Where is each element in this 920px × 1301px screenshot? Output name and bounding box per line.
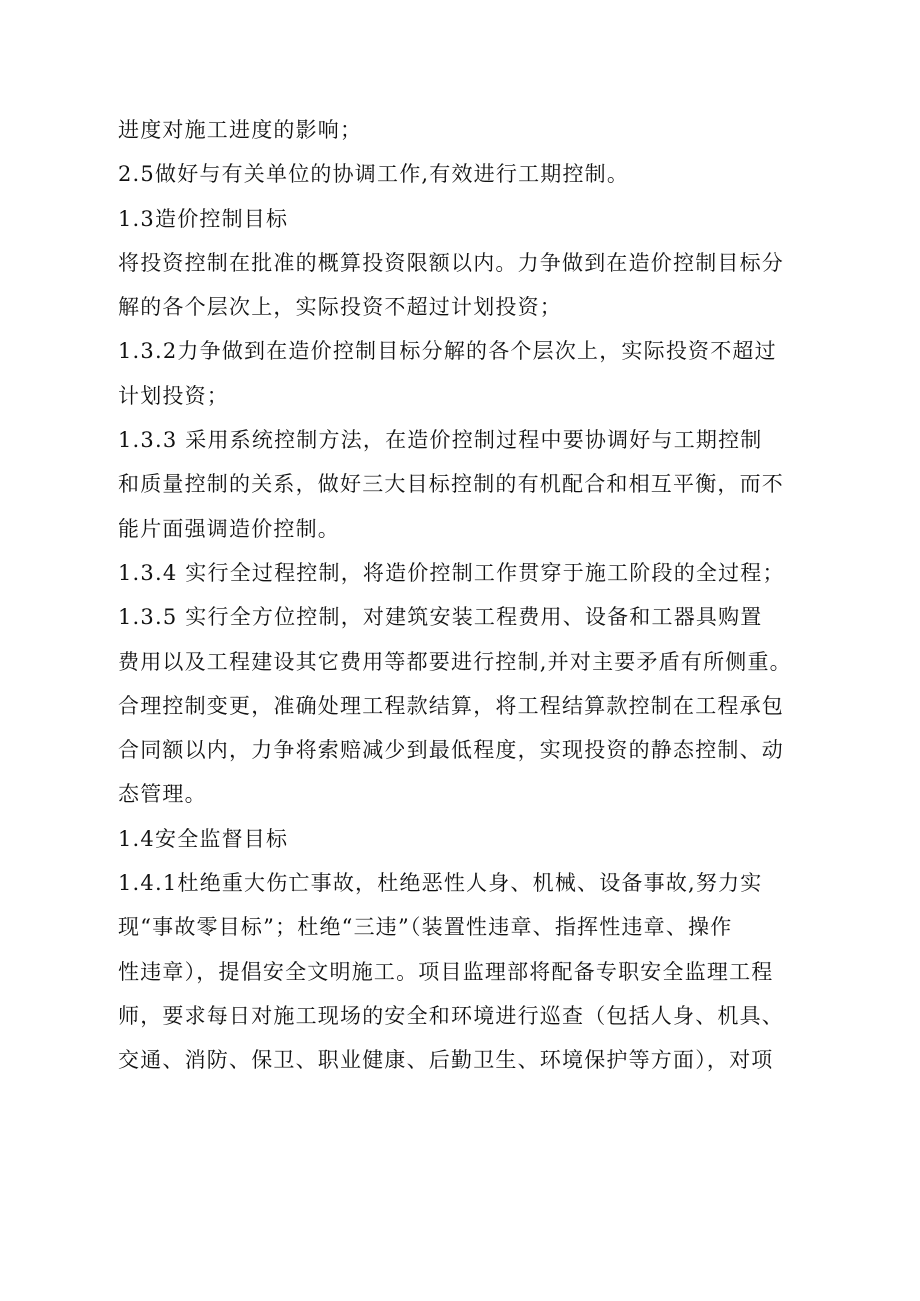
text-line: 解的各个层次上，实际投资不超过计划投资； [118, 295, 562, 320]
text-line: 性违章），提倡安全文明施工。项目监理部将配备专职安全监理工程 [118, 959, 774, 984]
text-line: 1.4.1杜绝重大伤亡事故，杜绝恶性人身、机械、设备事故,努力实 [118, 871, 763, 896]
text-line: 1.3.5 实行全方位控制，对建筑安装工程费用、设备和工器具购置 [118, 605, 763, 630]
text-line: 和质量控制的关系，做好三大目标控制的有机配合和相互平衡，而不 [118, 472, 784, 497]
text-line: 合理控制变更，准确处理工程款结算，将工程结算款控制在工程承包 [118, 693, 784, 718]
text-line: 计划投资； [118, 383, 229, 408]
section-heading: 1.4安全监督目标 [118, 826, 289, 851]
text-line: 现“事故零目标”；杜绝“三违”（装置性违章、指挥性违章、操作 [118, 915, 733, 940]
text-line: 2.5做好与有关单位的协调工作,有效进行工期控制。 [118, 162, 630, 187]
text-line: 将投资控制在批准的概算投资限额以内。力争做到在造价控制目标分 [118, 250, 784, 275]
text-line: 师，要求每日对施工现场的安全和环境进行巡查（包括人身、机具、 [118, 1003, 784, 1028]
text-line: 态管理。 [118, 782, 207, 807]
body-text [118, 108, 818, 1083]
text-line: 1.3.4 实行全过程控制，将造价控制工作贯穿于施工阶段的全过程； [118, 560, 785, 585]
text-line: 能片面强调造价控制。 [118, 516, 340, 541]
text-line: 费用以及工程建设其它费用等都要进行控制,并对主要矛盾有所侧重。 [118, 649, 792, 674]
text-line: 1.3.2力争做到在造价控制目标分解的各个层次上，实际投资不超过 [118, 339, 777, 364]
text-line: 1.3.3 采用系统控制方法，在造价控制过程中要协调好与工期控制 [118, 428, 763, 453]
text-line: 合同额以内，力争将索赔减少到最低程度，实现投资的静态控制、动 [118, 738, 784, 763]
text-line: 交通、消防、保卫、职业健康、后勤卫生、环境保护等方面），对项 [118, 1048, 774, 1073]
section-heading: 1.3造价控制目标 [118, 206, 289, 231]
text-line: 进度对施工进度的影响； [118, 118, 363, 142]
